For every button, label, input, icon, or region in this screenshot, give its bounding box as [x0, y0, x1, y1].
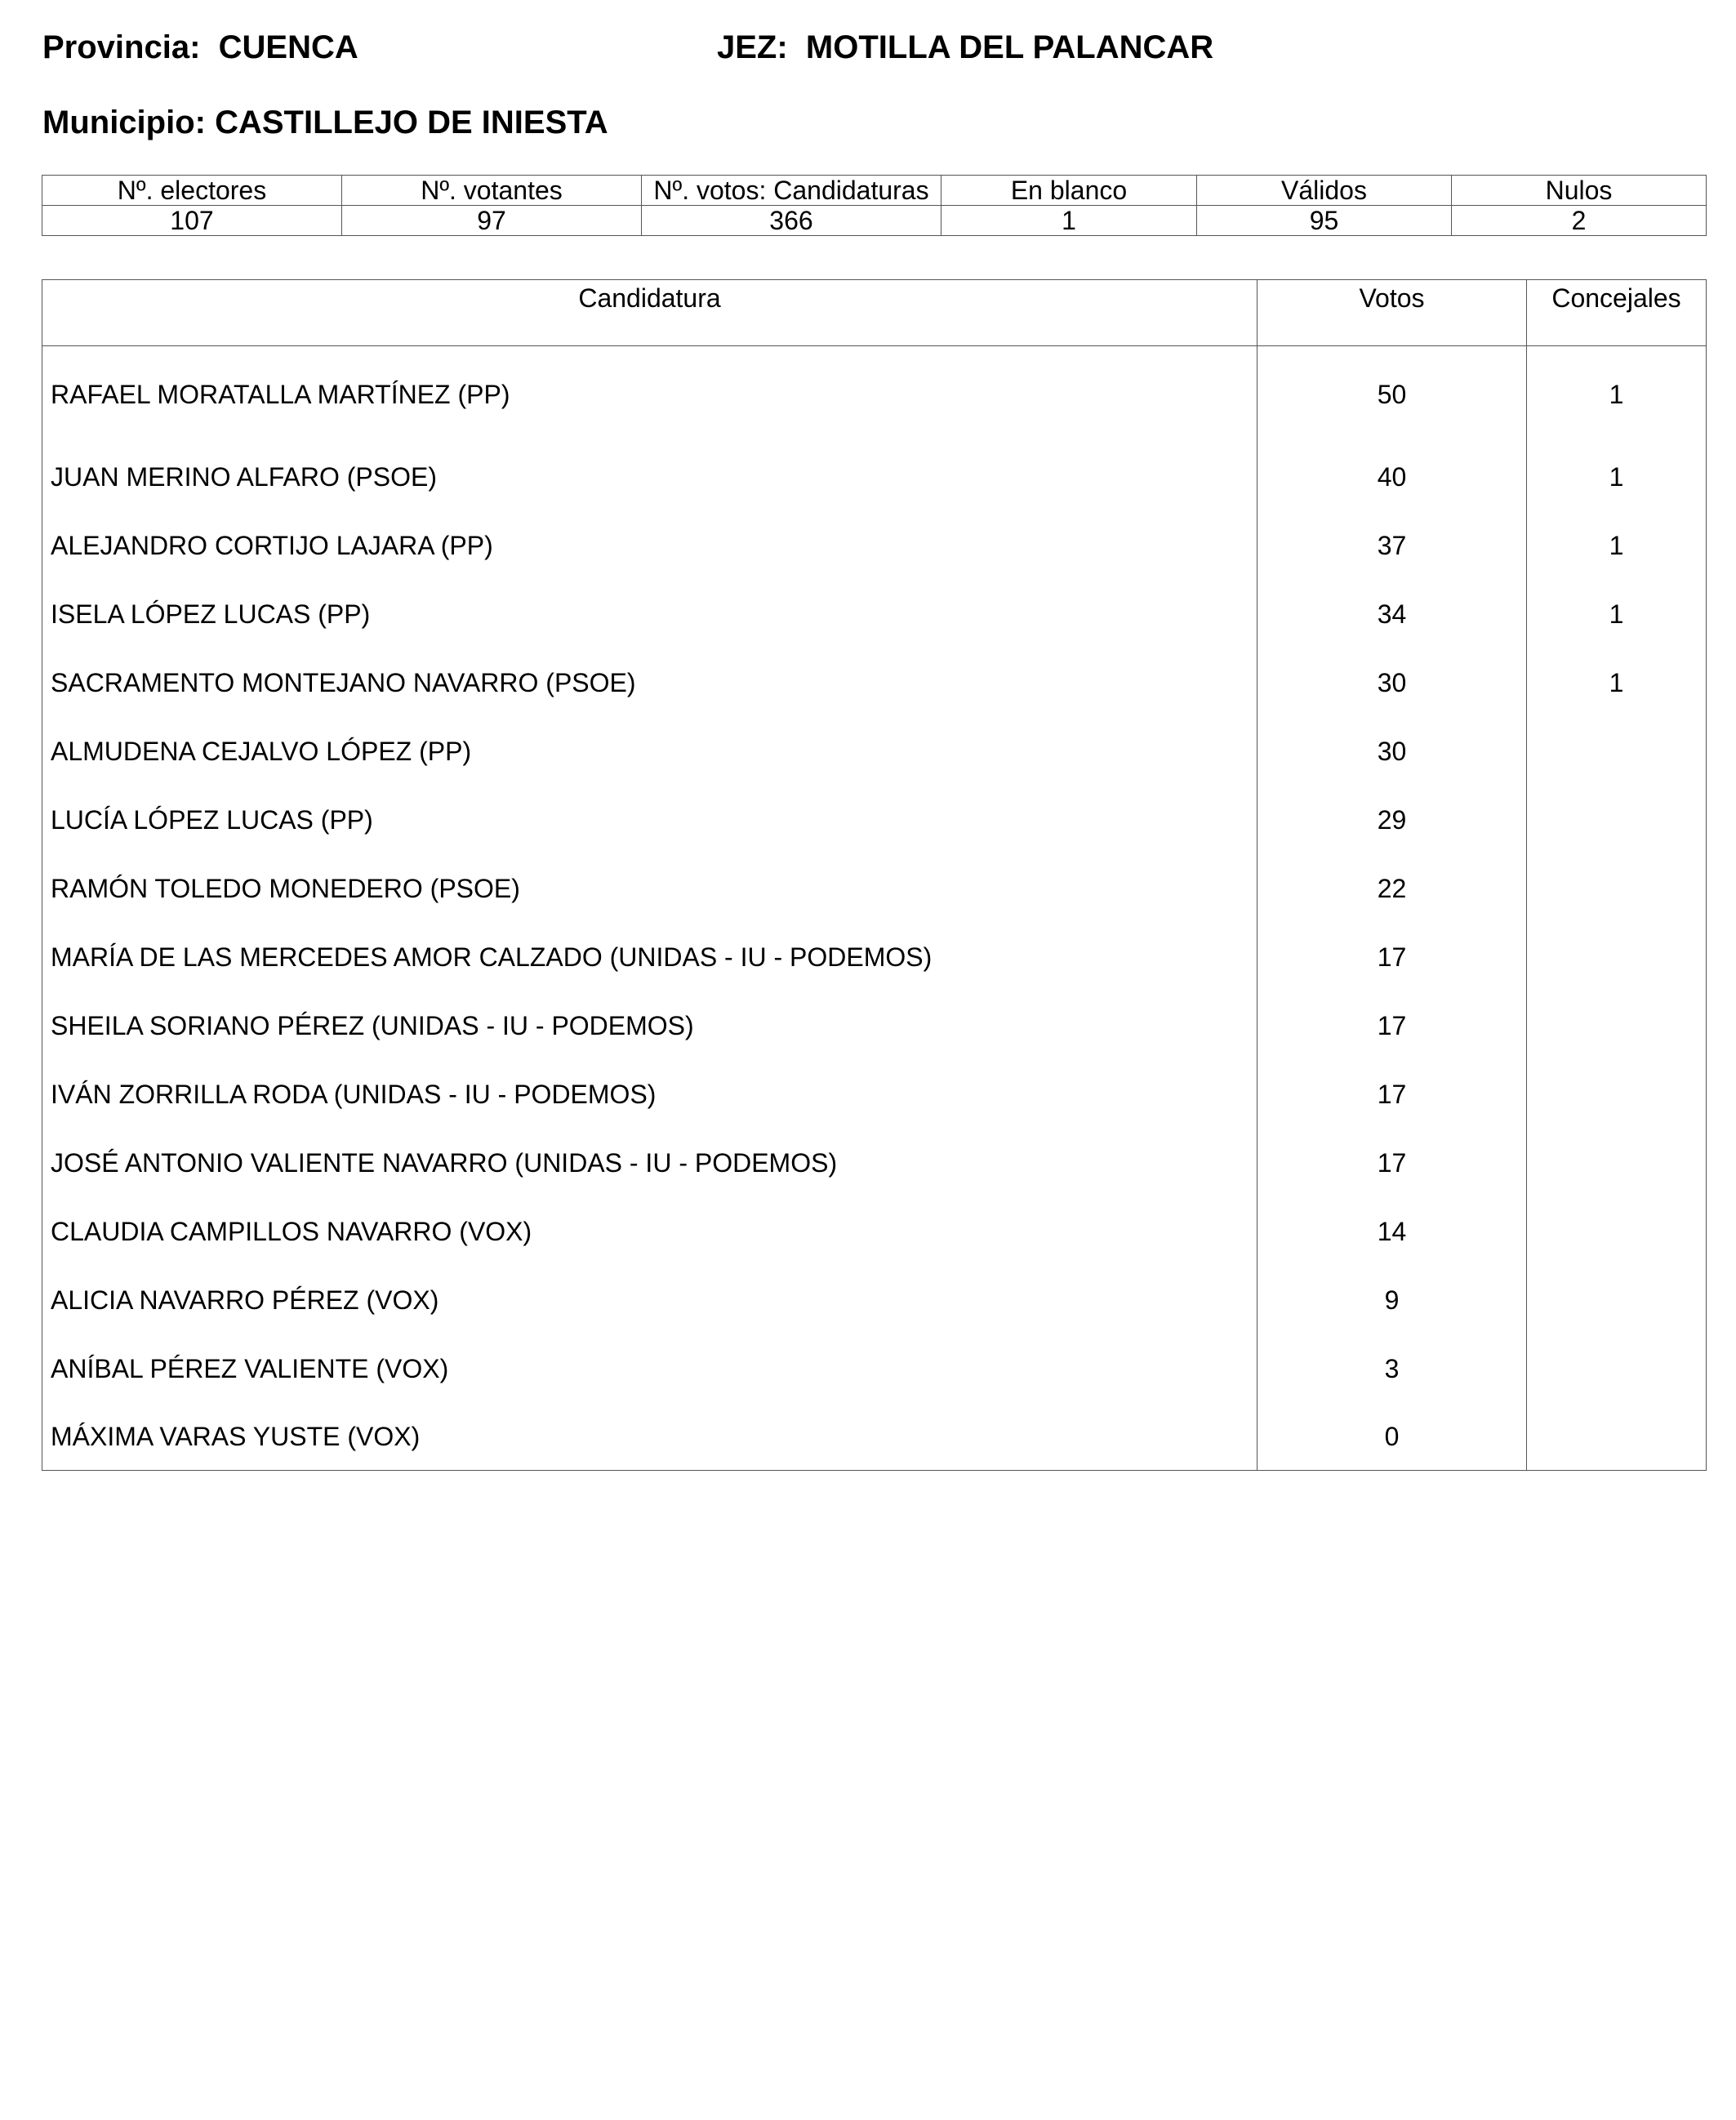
candidate-councillors — [1527, 1060, 1707, 1129]
candidate-name: ISELA LÓPEZ LUCAS (PP) — [42, 580, 1257, 648]
table-row — [42, 786, 1707, 854]
candidate-councillors — [1527, 786, 1707, 854]
candidate-votes: 37 — [1257, 511, 1527, 580]
table-row — [42, 991, 1707, 1060]
candidate-councillors: 1 — [1527, 648, 1707, 717]
candidate-name: ALICIA NAVARRO PÉREZ (VOX) — [42, 1266, 1257, 1334]
candidate-councillors — [1527, 854, 1707, 923]
candidate-name: LUCÍA LÓPEZ LUCAS (PP) — [42, 786, 1257, 854]
candidate-councillors: 1 — [1527, 346, 1707, 443]
candidate-votes: 9 — [1257, 1266, 1527, 1334]
table-row — [42, 1129, 1707, 1197]
summary-header-cell: Válidos — [1197, 176, 1452, 206]
candidate-votes: 0 — [1257, 1403, 1527, 1471]
summary-header-cell: Nº. votantes — [342, 176, 642, 206]
jez-heading — [717, 28, 1213, 67]
provincia-heading — [42, 28, 358, 67]
table-row — [42, 1403, 1707, 1471]
table-row — [42, 443, 1707, 511]
summary-value-cell: 95 — [1197, 206, 1452, 236]
jez-value: MOTILLA DEL PALANCAR — [805, 29, 1214, 65]
candidate-name: CLAUDIA CAMPILLOS NAVARRO (VOX) — [42, 1197, 1257, 1266]
summary-value-cell: 1 — [941, 206, 1197, 236]
votos-header: Votos — [1257, 280, 1527, 346]
candidate-name: RAFAEL MORATALLA MARTÍNEZ (PP) — [42, 346, 1257, 443]
candidate-votes: 14 — [1257, 1197, 1527, 1266]
summary-header-cell: Nº. electores — [42, 176, 342, 206]
candidate-votes: 17 — [1257, 991, 1527, 1060]
municipio-label: Municipio: — [42, 105, 206, 140]
summary-header-row — [42, 176, 1707, 206]
provincia-label: Provincia: — [42, 29, 201, 65]
summary-value-cell: 2 — [1452, 206, 1707, 236]
table-row — [42, 648, 1707, 717]
results-header-row — [42, 280, 1707, 346]
candidate-name: SACRAMENTO MONTEJANO NAVARRO (PSOE) — [42, 648, 1257, 717]
candidate-councillors — [1527, 1403, 1707, 1471]
candidate-councillors: 1 — [1527, 511, 1707, 580]
municipio-value: CASTILLEJO DE INIESTA — [215, 105, 608, 140]
candidate-councillors — [1527, 717, 1707, 786]
jez-label: JEZ: — [717, 29, 788, 65]
candidate-councillors — [1527, 923, 1707, 991]
table-row — [42, 580, 1707, 648]
candidate-name: ALMUDENA CEJALVO LÓPEZ (PP) — [42, 717, 1257, 786]
summary-table — [42, 175, 1707, 236]
table-row — [42, 1060, 1707, 1129]
candidate-councillors — [1527, 1266, 1707, 1334]
candidate-councillors — [1527, 991, 1707, 1060]
candidate-votes: 3 — [1257, 1334, 1527, 1403]
candidate-votes: 30 — [1257, 648, 1527, 717]
results-table — [42, 279, 1707, 1471]
candidate-votes: 17 — [1257, 1060, 1527, 1129]
table-row — [42, 1334, 1707, 1403]
candidate-votes: 29 — [1257, 786, 1527, 854]
provincia-value: CUENCA — [218, 29, 358, 65]
municipio-heading — [42, 103, 608, 142]
candidate-votes: 40 — [1257, 443, 1527, 511]
candidate-councillors — [1527, 1334, 1707, 1403]
candidate-councillors — [1527, 1129, 1707, 1197]
table-row — [42, 1266, 1707, 1334]
candidate-name: JOSÉ ANTONIO VALIENTE NAVARRO (UNIDAS - IU - PODEMOS) — [42, 1129, 1257, 1197]
candidate-votes: 34 — [1257, 580, 1527, 648]
table-row — [42, 923, 1707, 991]
candidate-votes: 30 — [1257, 717, 1527, 786]
summary-header-cell: Nº. votos: Candidaturas — [642, 176, 941, 206]
candidate-votes: 50 — [1257, 346, 1527, 443]
summary-value-cell: 107 — [42, 206, 342, 236]
candidate-name: RAMÓN TOLEDO MONEDERO (PSOE) — [42, 854, 1257, 923]
table-row — [42, 346, 1707, 443]
candidate-name: MARÍA DE LAS MERCEDES AMOR CALZADO (UNIDAS - IU - PODEMOS) — [42, 923, 1257, 991]
candidate-councillors: 1 — [1527, 443, 1707, 511]
summary-value-cell: 366 — [642, 206, 941, 236]
candidate-name: ALEJANDRO CORTIJO LAJARA (PP) — [42, 511, 1257, 580]
candidatura-header: Candidatura — [42, 280, 1257, 346]
summary-header-cell: En blanco — [941, 176, 1197, 206]
candidate-councillors: 1 — [1527, 580, 1707, 648]
table-row — [42, 717, 1707, 786]
candidate-name: SHEILA SORIANO PÉREZ (UNIDAS - IU - PODEMOS) — [42, 991, 1257, 1060]
concejales-header: Concejales — [1527, 280, 1707, 346]
table-row — [42, 1197, 1707, 1266]
candidate-name: JUAN MERINO ALFARO (PSOE) — [42, 443, 1257, 511]
candidate-votes: 17 — [1257, 923, 1527, 991]
candidate-votes: 17 — [1257, 1129, 1527, 1197]
candidate-name: IVÁN ZORRILLA RODA (UNIDAS - IU - PODEMOS) — [42, 1060, 1257, 1129]
candidate-name: MÁXIMA VARAS YUSTE (VOX) — [42, 1403, 1257, 1471]
candidate-votes: 22 — [1257, 854, 1527, 923]
candidate-councillors — [1527, 1197, 1707, 1266]
summary-value-row — [42, 206, 1707, 236]
summary-header-cell: Nulos — [1452, 176, 1707, 206]
table-row — [42, 854, 1707, 923]
summary-value-cell: 97 — [342, 206, 642, 236]
candidate-name: ANÍBAL PÉREZ VALIENTE (VOX) — [42, 1334, 1257, 1403]
table-row — [42, 511, 1707, 580]
